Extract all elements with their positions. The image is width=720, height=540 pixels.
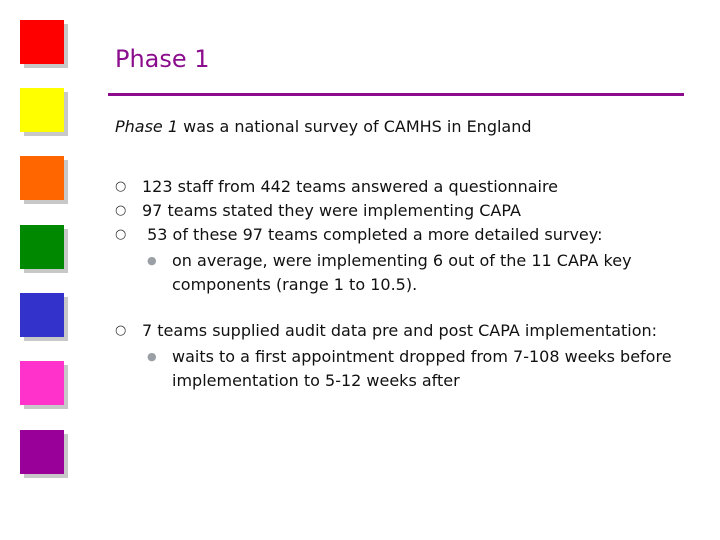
- bullet-text: 97 teams stated they were implementing CAPA: [142, 201, 521, 220]
- intro-emphasis: Phase 1: [115, 117, 179, 136]
- sub-bullet-text: on average, were implementing 6 out of the 11 CAPA key components (range 1 to 10.5).: [172, 251, 632, 294]
- color-square-green: [20, 225, 64, 269]
- bullet-item: [115, 199, 675, 223]
- bullet-item: [115, 175, 675, 199]
- filled-circle-icon: ●: [147, 350, 157, 363]
- filled-circle-icon: ●: [147, 254, 157, 267]
- sub-bullet-list: [142, 345, 675, 393]
- bullet-text: 53 of these 97 teams completed a more detailed survey:: [142, 225, 603, 244]
- color-square-orange: [20, 156, 64, 200]
- open-circle-icon: ○: [115, 323, 127, 338]
- open-circle-icon: ○: [115, 179, 127, 194]
- bullet-item: [115, 223, 675, 297]
- color-square-pink: [20, 361, 64, 405]
- color-square-purple: [20, 430, 64, 474]
- sub-bullet-list: [142, 249, 675, 297]
- bullet-item: [115, 319, 675, 393]
- title-underline: [108, 93, 684, 96]
- open-circle-icon: ○: [115, 227, 127, 242]
- color-square-yellow: [20, 88, 64, 132]
- bullet-list: [115, 175, 675, 393]
- intro-rest: was a national survey of CAMHS in England: [178, 117, 532, 136]
- color-square-blue: [20, 293, 64, 337]
- color-square-red: [20, 20, 64, 64]
- slide-title: Phase 1: [115, 45, 210, 73]
- bullet-text: 7 teams supplied audit data pre and post CAPA implementation:: [142, 321, 658, 340]
- open-circle-icon: ○: [115, 203, 127, 218]
- sub-bullet-item: [142, 249, 675, 297]
- sub-bullet-text: waits to a first appointment dropped from 7-108 weeks before implementation to 5-12 weeks after: [172, 347, 672, 390]
- sub-bullet-item: [142, 345, 675, 393]
- bullet-text: 123 staff from 442 teams answered a questionnaire: [142, 177, 559, 196]
- intro-text: [115, 117, 532, 136]
